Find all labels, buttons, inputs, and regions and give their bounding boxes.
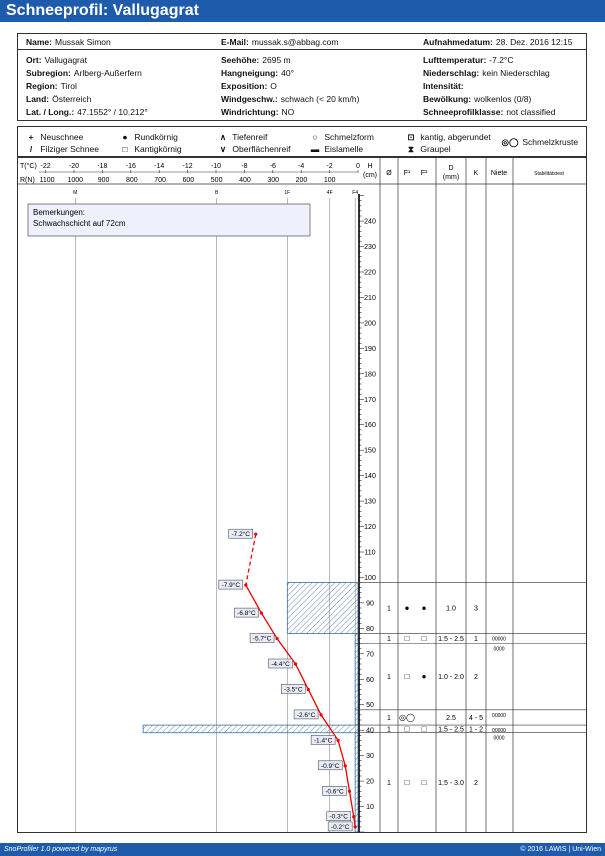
height-tick-label: 30 <box>366 753 374 761</box>
layer-niete: 00000 <box>492 728 506 735</box>
col-niete-header: Niete <box>490 170 508 177</box>
hardness-layer-bar <box>143 725 358 733</box>
klasse-label: Schneeprofilklasse: <box>423 107 504 117</box>
temperature-point <box>254 533 257 536</box>
nieder-label: Niederschlag: <box>423 68 480 78</box>
hardness-tick-label: B <box>214 190 219 196</box>
hardness-tick-label: F4 <box>352 190 359 196</box>
rounded-square-icon: ⊡ <box>407 132 415 142</box>
height-tick-label: 20 <box>366 778 374 786</box>
hardness-layer-bar <box>355 733 358 832</box>
observer-row <box>18 34 586 50</box>
bewoelk-label: Bewölkung: <box>423 94 472 104</box>
temp-tick-label: 0 <box>356 163 360 170</box>
legend-label: Graupel <box>420 144 451 154</box>
col-d-header: D <box>448 165 454 172</box>
temperature-point <box>337 739 340 742</box>
footer <box>0 843 605 856</box>
height-tick-label: 170 <box>364 396 376 404</box>
temperature-label: -1.4°C <box>313 737 333 745</box>
region-label: Region: <box>26 81 58 91</box>
legend-label: Eislamelle <box>324 144 364 154</box>
hardness-tick-label: M <box>73 190 78 196</box>
temperature-point <box>319 713 322 716</box>
square-icon: □ <box>122 144 128 154</box>
v-icon: ∨ <box>219 144 227 154</box>
temperature-label: -7.9°C <box>221 582 241 590</box>
layer-grain-shape-f1: ◎◯ <box>399 712 415 722</box>
legend-label: Tiefenreif <box>232 132 268 142</box>
legend-label: Schmelzkruste <box>522 137 579 147</box>
legend-label: Schmelzform <box>324 132 374 142</box>
height-tick-label: 180 <box>364 371 376 379</box>
height-tick-label: 160 <box>364 422 376 430</box>
temperature-label: -7.2°C <box>231 531 251 539</box>
profile-info-panel <box>17 33 587 121</box>
legend-item-rundkoernig <box>118 132 178 142</box>
filled-circle-icon: ● <box>122 132 128 142</box>
circle-icon: ○ <box>312 132 318 142</box>
temperature-point <box>344 764 347 767</box>
layer-niete: 0000 <box>493 735 505 742</box>
layer-grain-size: 1.5 - 2.5 <box>438 636 464 644</box>
land-label: Land: <box>26 94 50 104</box>
height-tick-label: 40 <box>366 727 374 735</box>
hang-label: Hangneigung: <box>221 68 279 78</box>
layer-f-value: 1 <box>387 605 391 613</box>
legend-item-kantig-abgerundet <box>404 132 491 143</box>
hardness-layer-bar <box>287 583 358 634</box>
layer-niete: 00000 <box>492 712 506 719</box>
temp-tick-label: -6 <box>269 163 276 170</box>
temp-tick-label: -14 <box>154 163 165 170</box>
layer-grain-shape-f2: ● <box>421 603 427 613</box>
layer-f-value: 1 <box>387 636 391 644</box>
legend-label: Kantigkörnig <box>134 144 182 154</box>
layer-grain-shape-f1: ● <box>404 603 410 613</box>
legend-label: kantig, abgerundet <box>420 132 491 142</box>
ram-tick-label: 900 <box>97 177 110 184</box>
layer-grain-size: 1.0 - 2.0 <box>438 674 464 682</box>
temp-tick-label: -18 <box>97 163 108 170</box>
ram-tick-label: 1100 <box>39 177 55 184</box>
legend-item-oberflaechenreif <box>216 144 291 155</box>
height-tick-label: 100 <box>364 574 376 582</box>
temperature-label: -5.7°C <box>252 635 272 643</box>
legend-item-graupel <box>404 144 451 155</box>
height-tick-label: 190 <box>364 345 376 353</box>
layer-f-value: 1 <box>387 779 391 787</box>
layer-hardness-k: 2 <box>474 779 478 787</box>
temperature-point <box>294 662 297 665</box>
expo-value: O <box>270 81 277 91</box>
ram-tick-label: 200 <box>295 177 308 184</box>
temperature-label: -6.8°C <box>237 610 256 618</box>
temperature-label: -0.9°C <box>320 762 340 770</box>
height-tick-label: 200 <box>364 320 376 328</box>
intens-label: Intensität: <box>423 81 464 91</box>
hardness-tick-label: 1F <box>284 190 291 196</box>
temp-tick-label: -22 <box>40 163 51 170</box>
layer-hardness-k: 3 <box>474 605 478 613</box>
hardness-layer-bar <box>355 710 358 725</box>
height-axis-unit: (cm) <box>363 172 377 179</box>
caret-icon: ∧ <box>219 132 227 142</box>
layer-grain-shape-f1: □ <box>404 634 410 644</box>
hardness-layer-bar <box>355 633 358 643</box>
temperature-point <box>244 583 247 586</box>
wind-label: Windgeschw.: <box>221 94 278 104</box>
graupel-icon: ⧗ <box>408 144 414 154</box>
snow-profile-chart <box>17 157 587 833</box>
height-tick-label: 140 <box>364 473 376 481</box>
nieder-value: kein Niederschlag <box>482 68 550 78</box>
latlong-label: Lat. / Long.: <box>26 107 75 117</box>
page-title: Schneeprofil: Vallugagrat <box>0 0 605 22</box>
height-tick-label: 240 <box>364 218 376 226</box>
ram-tick-label: 600 <box>182 177 195 184</box>
layer-grain-shape-f2: □ <box>421 724 427 734</box>
col-k-header: K <box>473 170 479 177</box>
temp-tick-label: -2 <box>326 163 333 170</box>
layer-grain-shape-f2: □ <box>421 777 427 787</box>
date-label: Aufnahmedatum: <box>423 37 493 47</box>
temp-tick-label: -12 <box>182 163 193 170</box>
seehoehe-label: Seehöhe: <box>221 55 260 65</box>
layer-grain-size: 1.5 - 3.0 <box>438 779 464 787</box>
expo-label: Exposition: <box>221 81 268 91</box>
col-grain-diameter-header: Ø <box>386 170 392 177</box>
ram-tick-label: 300 <box>267 177 280 184</box>
layer-grain-shape-f2: □ <box>421 634 427 644</box>
layer-f-value: 1 <box>387 674 391 682</box>
remarks-title: Bemerkungen: <box>33 208 86 217</box>
temperature-label: -0.6°C <box>325 788 344 796</box>
height-tick-label: 130 <box>364 498 376 506</box>
height-tick-label: 220 <box>364 269 376 277</box>
subregion-label: Subregion: <box>26 68 71 78</box>
height-tick-label: 120 <box>364 524 376 532</box>
ram-tick-label: 500 <box>210 177 223 184</box>
legend-item-schmelzkruste <box>500 137 578 148</box>
ort-value: Vallugagrat <box>44 55 87 65</box>
temperature-label: -4.4°C <box>271 661 290 668</box>
windr-value: NO <box>281 107 295 117</box>
date-value: 28. Dez. 2016 12:15 <box>495 37 573 47</box>
legend-item-kantigkoernig <box>118 144 182 154</box>
temp-tick-label: -4 <box>298 163 305 170</box>
ram-tick-label: 800 <box>125 177 138 184</box>
layer-grain-size: 2.5 <box>446 714 456 722</box>
temperature-point <box>275 637 278 640</box>
height-tick-label: 90 <box>366 600 374 608</box>
melt-crust-icon: ◎◯ <box>501 137 519 147</box>
hardness-layer-bar <box>355 644 358 710</box>
name-label: Name: <box>26 37 52 47</box>
col-stab-header: Stabilitätstest <box>534 171 564 177</box>
height-tick-label: 60 <box>366 676 374 684</box>
klasse-value: not classified <box>506 107 556 117</box>
layer-hardness-k: 1 - 2 <box>468 726 484 734</box>
height-tick-label: 210 <box>364 294 376 302</box>
layer-hardness-k: 4 - 5 <box>468 714 484 722</box>
temperature-label: -3.5°C <box>284 686 303 694</box>
temperature-label: -2.6°C <box>296 711 316 719</box>
temperature-point <box>307 688 310 691</box>
temp-tick-label: -16 <box>125 163 136 170</box>
layer-grain-shape-f1: □ <box>404 724 410 734</box>
height-tick-label: 110 <box>364 549 376 557</box>
height-tick-label: 50 <box>366 702 374 710</box>
legend-item-neuschnee <box>24 132 83 142</box>
height-axis-label: H <box>367 163 373 170</box>
footer-credit: SnoProfiler 1.0 powered by mapyrus <box>4 846 118 853</box>
luft-label: Lufttemperatur: <box>423 55 487 65</box>
ram-axis-label: R(N) <box>20 177 35 184</box>
subregion-value: Arlberg-Außerfern <box>73 68 142 78</box>
temp-tick-label: -8 <box>241 163 248 170</box>
bewoelk-value: wolkenlos (0/8) <box>474 94 532 104</box>
hang-value: 40° <box>281 68 294 78</box>
temperature-point <box>352 815 355 818</box>
height-tick-label: 230 <box>364 244 376 252</box>
slash-icon: / <box>29 144 33 154</box>
height-tick-label: 10 <box>366 804 374 812</box>
layer-hardness-k: 1 <box>474 636 478 644</box>
temp-tick-label: -10 <box>210 163 222 170</box>
seehoehe-value: 2695 m <box>262 55 291 65</box>
legend-label: Oberflächenreif <box>232 144 291 154</box>
region-value: Tirol <box>60 81 77 91</box>
ort-label: Ort: <box>26 55 42 65</box>
ram-tick-label: 400 <box>239 177 251 184</box>
air-temperature-line <box>246 534 256 585</box>
height-tick-label: 150 <box>364 447 376 455</box>
legend-item-eislamelle <box>308 144 363 154</box>
hardness-tick-label: 4F <box>326 190 333 196</box>
temperature-point <box>354 825 357 828</box>
legend-item-schmelzform <box>308 132 374 142</box>
temperature-point <box>348 790 351 793</box>
legend-label: Rundkörnig <box>134 132 178 142</box>
layer-grain-size: 1.0 <box>446 605 456 613</box>
bar-icon: ▬ <box>310 144 320 154</box>
col-f2-header: F² <box>420 170 428 177</box>
name-value: Mussak Simon <box>54 37 111 47</box>
snow-profile-svg <box>18 158 586 832</box>
windr-label: Windrichtung: <box>221 107 279 117</box>
layer-niete: 00000 <box>492 636 506 643</box>
grain-legend <box>17 126 587 157</box>
temperature-point <box>260 611 263 614</box>
plus-icon: + <box>28 132 34 142</box>
col-f1-header: F¹ <box>403 170 411 177</box>
layer-grain-shape-f1: □ <box>404 672 410 682</box>
ram-tick-label: 700 <box>154 177 166 184</box>
temperature-label: -0.3°C <box>329 813 348 821</box>
layer-hardness-k: 2 <box>474 674 478 682</box>
legend-label: Filziger Schnee <box>40 144 99 154</box>
land-value: Österreich <box>52 94 92 104</box>
luft-value: -7.2°C <box>489 55 514 65</box>
temp-tick-label: -20 <box>68 163 80 170</box>
temp-axis-label: T(°C) <box>20 163 37 170</box>
remarks-text: Schwachschicht auf 72cm <box>33 219 126 228</box>
ram-tick-label: 1000 <box>67 177 84 184</box>
ram-tick-label: 100 <box>323 177 336 184</box>
height-tick-label: 70 <box>366 651 374 659</box>
wind-value: schwach (< 20 km/h) <box>280 94 360 104</box>
legend-item-tiefenreif <box>216 132 267 143</box>
height-tick-label: 80 <box>366 625 374 633</box>
layer-f-value: 1 <box>387 714 391 722</box>
layer-grain-size: 1.5 - 2.5 <box>438 726 464 734</box>
legend-label: Neuschnee <box>40 132 84 142</box>
layer-niete: 0000 <box>493 646 505 653</box>
temperature-label: -0.2°C <box>330 823 350 831</box>
layer-f-value: 1 <box>387 726 391 734</box>
email-label: E-Mail: <box>221 37 249 47</box>
email-value: mussak.s@abbag.com <box>251 37 339 47</box>
layer-grain-shape-f2: ● <box>421 672 427 682</box>
latlong-value: 47.1552° / 10.212° <box>77 107 148 117</box>
footer-copyright: © 2016 LAWIS | Uni-Wien <box>520 846 601 853</box>
layer-grain-shape-f1: □ <box>404 777 410 787</box>
legend-item-filzig <box>24 144 99 154</box>
col-d-unit: (mm) <box>442 174 460 181</box>
